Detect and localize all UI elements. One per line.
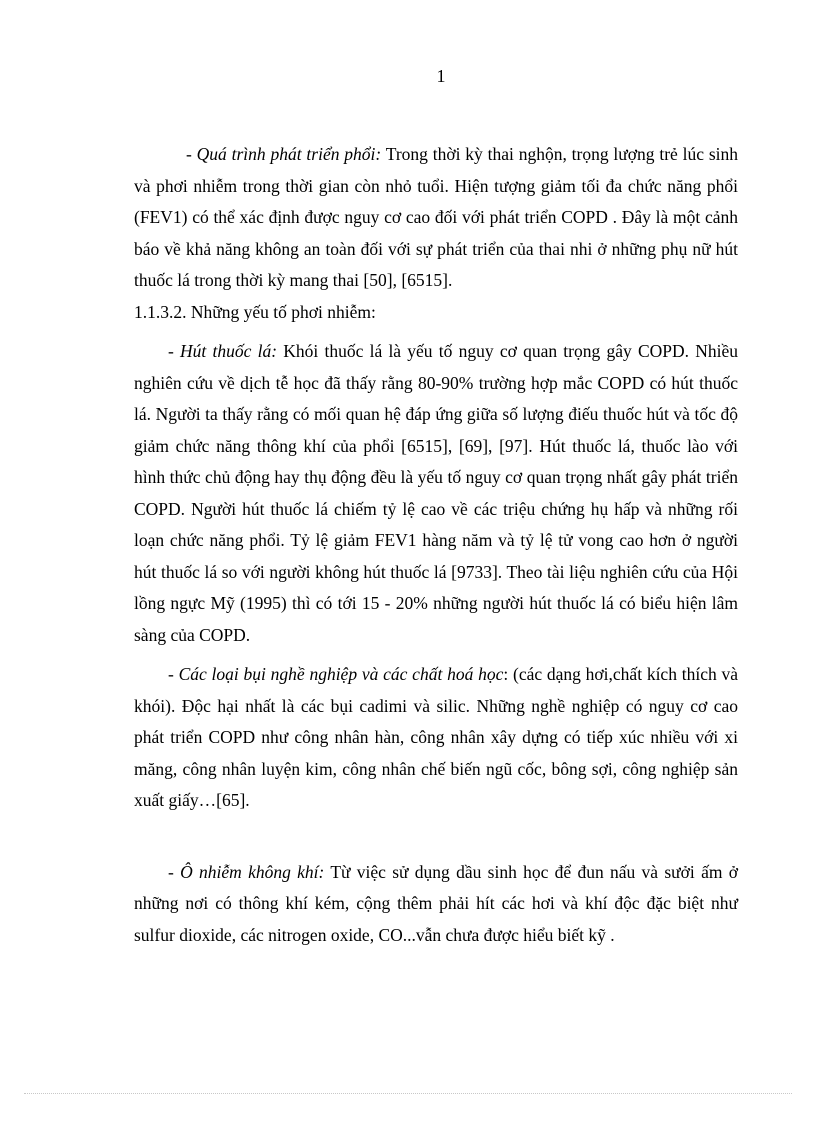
paragraph-lead: - Quá trình phát triển phổi:: [186, 144, 382, 164]
paragraph-text: Từ việc sử dụng dầu sinh học để đun nấu và sưởi ấm ở những nơi có thông khí kém, cộng thêm phải hít các hơi và khí độc đặc biệt như sulfur dioxide, các nitrogen oxide, CO...vẫn chưa được hiểu biết kỹ .: [134, 861, 738, 945]
paragraph-air-pollution: [134, 857, 738, 952]
paragraph-lead: - Hút thuốc lá:: [168, 341, 278, 361]
document-body: [134, 139, 738, 951]
paragraph-lead: - Ô nhiễm không khí:: [168, 861, 325, 882]
paragraph-lung-development: [134, 139, 738, 297]
paragraph-occupational-dust: [134, 659, 738, 817]
section-heading: 1.1.3.2. Những yếu tố phơi nhiễm:: [134, 301, 376, 322]
page-number: 1: [436, 66, 446, 86]
paragraph-lead: - Các loại bụi nghề nghiệp và các chất hoá học: [168, 664, 504, 684]
paragraph-text: Khói thuốc lá là yếu tố nguy cơ quan trọng gây COPD. Nhiều nghiên cứu về dịch tễ học đã thấy rằng 80-90% trường hợp mắc COPD có hút thuốc lá. Người ta thấy rằng có mối quan hệ đáp ứng giữa số lượng điếu thuốc hút và tốc độ giảm chức năng thông khí của phổi [6515], [69], [97]. Hút thuốc lá, thuốc lào với hình thức chủ động hay thụ động đều là yếu tố nguy cơ quan trọng nhất gây phát triển COPD. Người hút thuốc lá chiếm tỷ lệ cao về các triệu chứng hụ hấp và những rối loạn chức năng phổi. Tỷ lệ giảm FEV1 hàng năm và tỷ lệ tử vong cao hơn ở người hút thuốc lá so với người không hút thuốc lá [9733]. Theo tài liệu nghiên cứu của Hội lồng ngực Mỹ (1995) thì có tới 15 - 20% những người hút thuốc lá có biểu hiện lâm sàng của COPD.: [134, 341, 738, 645]
page-footer-rule: [24, 1093, 792, 1094]
paragraph-text: : (các dạng hơi,chất kích thích và khói). Độc hại nhất là các bụi cadimi và silic. Những nghề nghiệp có nguy cơ cao phát triển COPD như công nhân hàn, công nhân xây dựng có tiếp xúc nhiều với xi măng, công nhân luyện kim, công nhân chế biến ngũ cốc, bông sợi, công nghiệp sản xuất giấy…[65].: [134, 664, 738, 810]
paragraph-smoking: [134, 336, 738, 651]
paragraph-text: Trong thời kỳ thai nghộn, trọng lượng trẻ lúc sinh và phơi nhiễm trong thời gian còn nhỏ tuổi. Hiện tượng giảm tối đa chức năng phổi (FEV1) có thể xác định được nguy cơ cao đối với phát triển COPD . Đây là một cảnh báo về khả năng không an toàn đối với sự phát triển của thai nhi ở những phụ nữ hút thuốc lá trong thời kỳ mang thai [50], [6515].: [134, 144, 739, 290]
